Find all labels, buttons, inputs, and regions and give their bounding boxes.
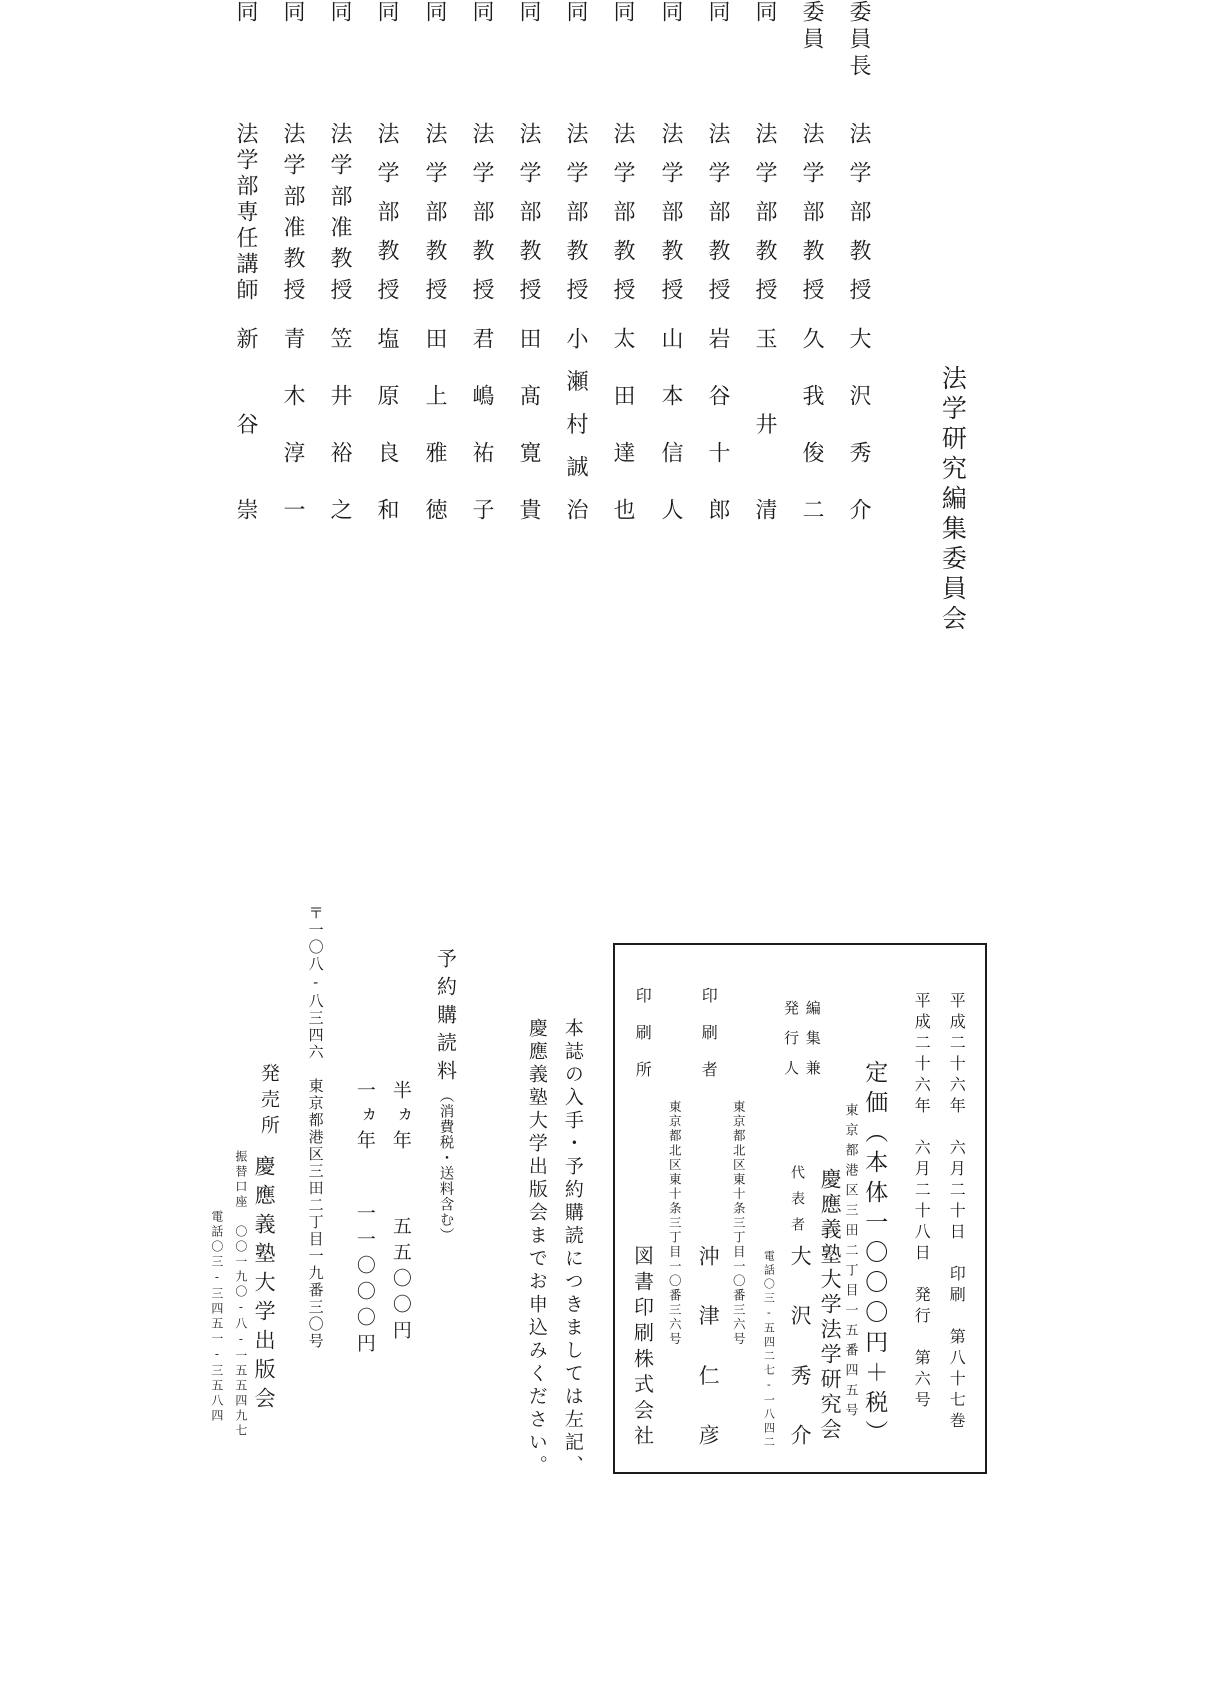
subscription-fee-note: （消費税・送料含む） [437,1088,454,1243]
committee-member-column [647,0,693,555]
printing-office-label: 印刷所 [633,987,653,1098]
member-name: 塩原良和 [374,327,399,555]
committee-member-column [835,0,881,555]
committee-member-column [788,0,834,555]
issue-date-line: 平成二十六年 六月二十八日 発行 第六号 [912,992,932,1412]
one-year-price: 一一〇〇〇円 [353,1203,376,1359]
editor-label: 編集兼 [803,1000,822,1090]
price-line: 定価（本体一〇〇〇円＋税） [861,1060,888,1450]
member-title: 法学部教授 [563,122,588,317]
member-title: 法学部教授 [705,122,730,317]
publisher-address: 東京都港区三田二丁目一五番四五号 [842,1103,858,1423]
member-title: 法学部教授 [422,122,447,317]
member-title: 法学部教授 [799,122,824,317]
member-role: 同 [752,0,777,27]
member-title: 法学部教授 [469,122,494,317]
distributor-name: 慶應義塾大学出版会 [252,1155,277,1416]
printer-address: 東京都北区東十条三丁目一〇番三六号 [731,1100,747,1347]
publisher-organization: 慶應義塾大学法学研究会 [818,1168,843,1443]
publisher-phone: 電話〇三-五四二七-一八四二 [762,1250,776,1450]
postal-transfer-account: 振替口座 〇〇一九〇-八-一五五四九七 [233,1150,248,1439]
committee-member-column [741,0,787,584]
member-title: 法学部教授 [658,122,683,317]
one-year-label: 一ヵ年 [353,1080,376,1155]
member-name: 玉井清 [752,327,777,584]
committee-member-column [411,0,457,555]
printing-office-address: 東京都北区東十条三丁目一〇番三六号 [667,1100,683,1347]
committee-member-column [694,0,740,555]
distributor-postal-address: 〒一〇八-八三四六 東京都港区三田二丁目一九番三〇号 [306,905,325,1350]
member-role: 同 [658,0,683,27]
member-role: 同 [610,0,635,27]
distributor-phone: 電話〇三-三四五一-三五八四 [209,1210,224,1424]
member-role: 同 [563,0,588,27]
distributor-label: 発売所 [257,1063,280,1141]
print-date-line: 平成二十六年 六月二十日 印刷 第八十七巻 [947,992,967,1433]
printer-name: 沖津仁彦 [696,1245,721,1484]
committee-member-column [363,0,409,555]
member-name: 岩谷十郎 [705,327,730,555]
member-title: 法学部専任講師 [233,122,258,304]
member-title: 法学部教授 [610,122,635,317]
subscription-notice-line-1: 本誌の入手・予約購読につきましては左記、 [561,1018,584,1478]
committee-section-title: 法学研究編集委員会 [938,365,968,635]
committee-member-column [316,0,362,555]
printing-office-name: 図書印刷株式会社 [630,1245,655,1451]
member-name: 田髙寛貴 [516,327,541,555]
member-title: 法学部准教授 [280,122,305,310]
committee-member-column [269,0,315,555]
printer-label: 印刷者 [699,987,719,1098]
member-role: 同 [280,0,305,27]
member-name: 青木淳一 [280,327,305,555]
half-year-price: 五五〇〇円 [389,1216,412,1346]
committee-member-column [458,0,504,555]
member-name: 田上雅徳 [422,327,447,555]
subscription-fee-column [434,948,457,1243]
member-name: 君嶋祐子 [469,327,494,555]
member-name: 新谷崇 [233,327,258,584]
editor-publisher-label [779,1000,823,1090]
member-title: 法学部教授 [846,122,871,317]
member-title: 法学部教授 [374,122,399,317]
member-name: 久我俊二 [799,327,824,555]
member-role: 同 [705,0,730,27]
member-role: 同 [422,0,447,27]
committee-member-column [552,0,598,541]
committee-member-column [599,0,645,555]
committee-member-column [222,0,268,584]
member-role: 同 [516,0,541,27]
subscription-fee-label: 予約購読料 [433,948,458,1088]
subscription-notice-line-2: 慶應義塾大学出版会までお申込みください。 [525,1018,548,1478]
member-role: 委員長 [846,0,871,81]
member-title: 法学部准教授 [327,122,352,310]
member-name: 小瀬村誠治 [563,327,588,541]
representative-name: 大沢秀介 [788,1245,813,1484]
member-name: 笠井裕之 [327,327,352,555]
member-name: 大沢秀介 [846,327,871,555]
committee-member-column [505,0,551,555]
half-year-label: 半ヵ年 [389,1080,412,1155]
member-name: 山本信人 [658,327,683,555]
member-role: 同 [233,0,258,27]
member-role: 委員 [799,0,824,54]
member-name: 太田達也 [610,327,635,555]
representative-label: 代表者 [789,1165,806,1243]
member-role: 同 [469,0,494,27]
publisher-label: 発行人 [782,1000,800,1090]
member-title: 法学部教授 [752,122,777,317]
member-title: 法学部教授 [516,122,541,317]
member-role: 同 [374,0,399,27]
member-role: 同 [327,0,352,27]
